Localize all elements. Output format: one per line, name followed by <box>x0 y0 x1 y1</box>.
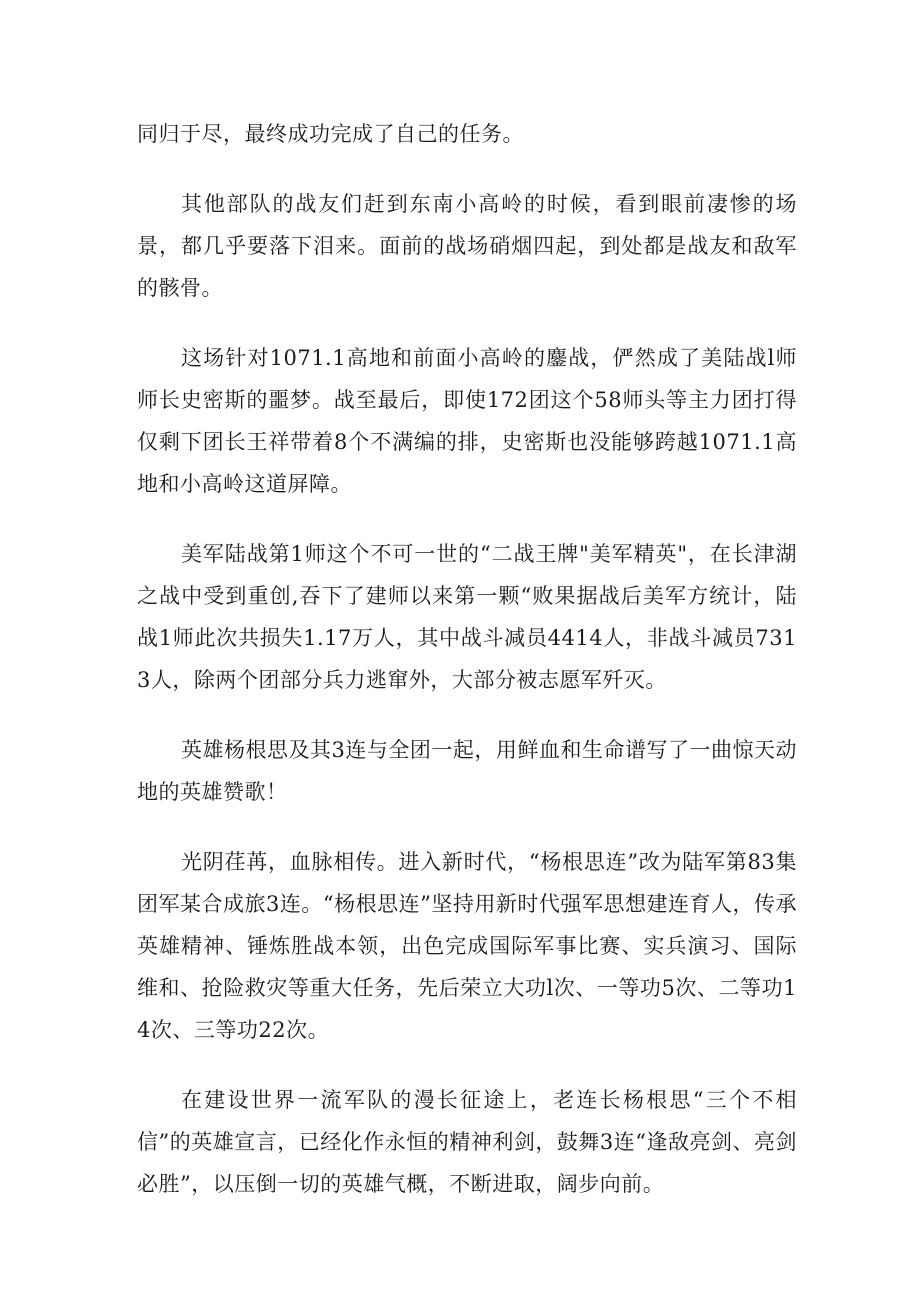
paragraph-7: 在建设世界一流军队的漫长征途上，老连长杨根思“三个不相信”的英雄宣言，已经化作永恒的精神利剑，鼓舞3连“逢敌亮剑、亮剑必胜”，以压倒一切的英雄气概，不断进取，阔步向前。 <box>137 1088 797 1196</box>
paragraph-1: 同归于尽，最终成功完成了自己的任务。 <box>137 122 524 146</box>
paragraph-6: 光阴荏苒，血脉相传。进入新时代，“杨根思连”改为陆军第83集团军某合成旅3连。“杨根思连”坚持用新时代强军思想建连育人，传承英雄精神、锤炼胜战本领，出色完成国际军事比赛、实兵演习、国际维和、抢险救灾等重大任务，先后荣立大功l次、一等功5次、二等功14次、三等功22次。 <box>137 850 797 1042</box>
paragraph-3: 这场针对1071.1高地和前面小高岭的鏖战，俨然成了美陆战l师师长史密斯的噩梦。战至最后，即使172团这个58师头等主力团打得仅剩下团长王祥带着8个不满编的排，史密斯也没能够跨越1071.1高地和小高岭这道屏障。 <box>137 346 797 496</box>
paragraph-4: 美军陆战第1师这个不可一世的“二战王牌"美军精英"，在长津湖之战中受到重创,吞下了建师以来第一颗“败果据战后美军方统计，陆战1师此次共损失1.17万人，其中战斗减员4414人，非战斗减员7313人，除两个团部分兵力逃窜外，大部分被志愿军歼灭。 <box>137 542 797 692</box>
paragraph-5: 英雄杨根思及其3连与全团一起，用鲜血和生命谱写了一曲惊天动地的英雄赞歌！ <box>137 738 797 804</box>
document-body <box>137 113 797 1233</box>
paragraph-2: 其他部队的战友们赶到东南小高岭的时候，看到眼前凄惨的场景，都几乎要落下泪来。面前的战场硝烟四起，到处都是战友和敌军的骸骨。 <box>137 192 797 300</box>
